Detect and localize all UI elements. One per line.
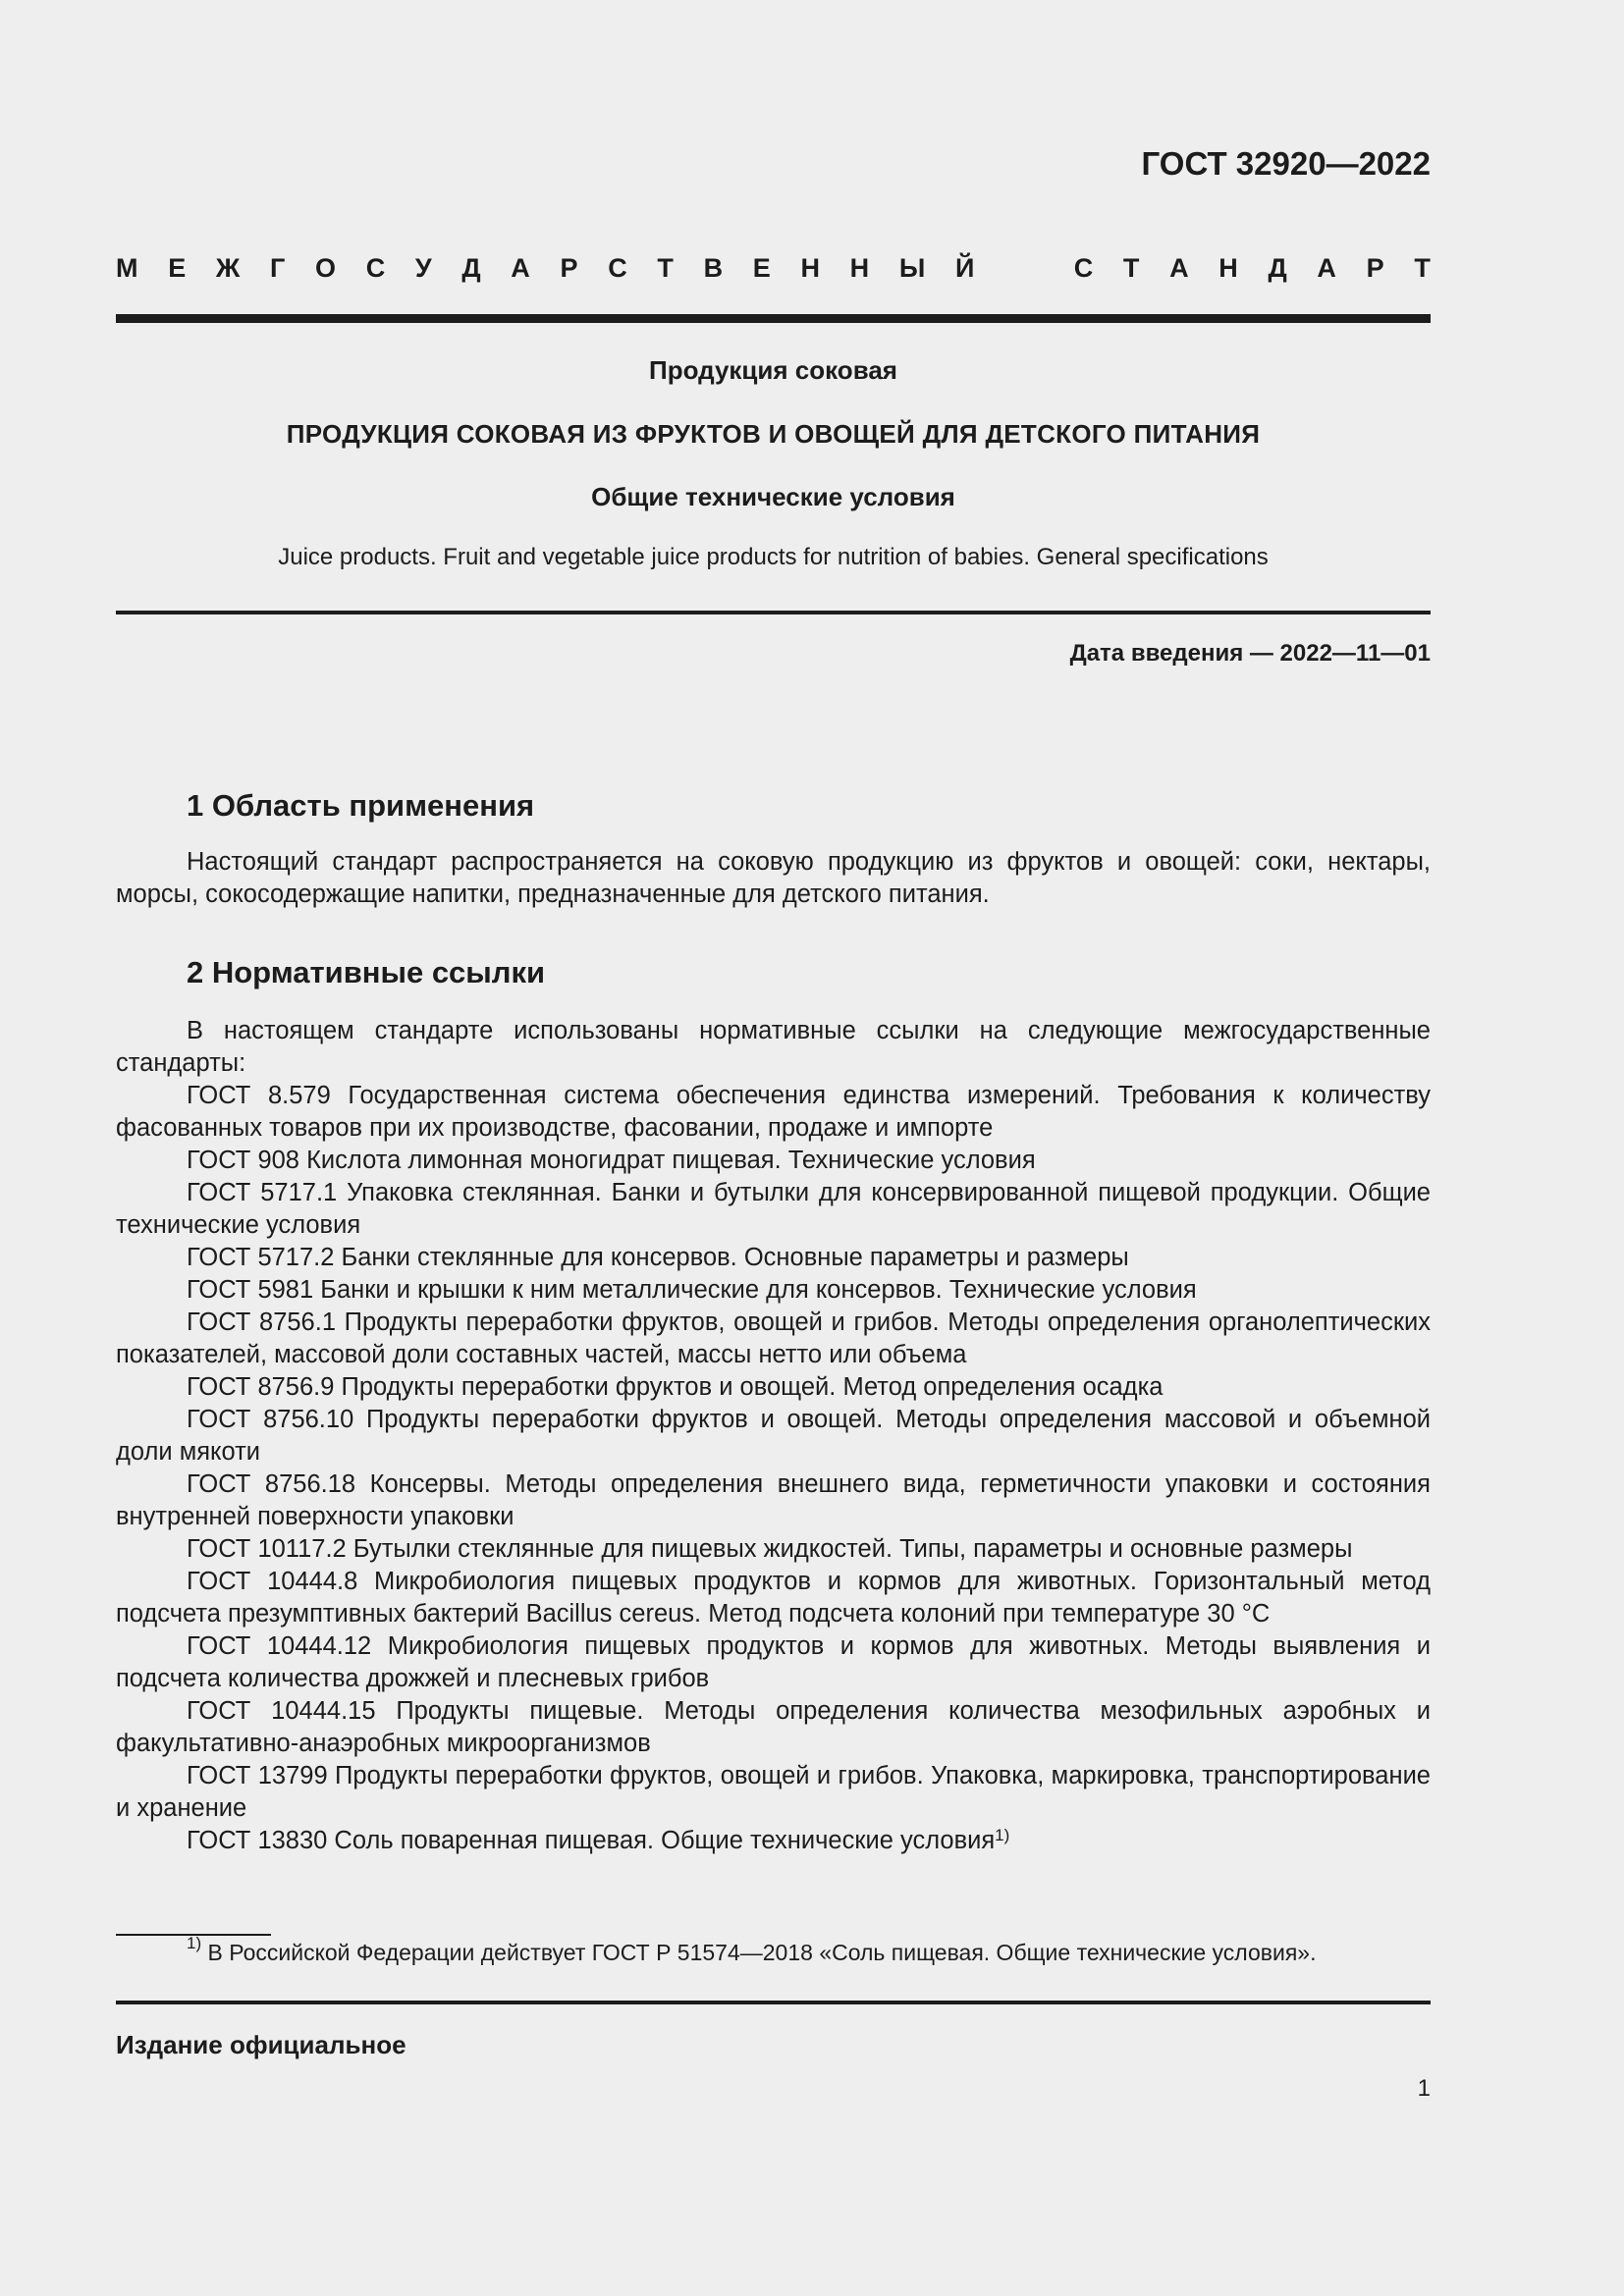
reference-text: ГОСТ 8756.10 Продукты переработки фруктов и овощей. Методы определения массовой и объемной доли мякоти (116, 1406, 1431, 1466)
section2-intro: В настоящем стандарте использованы нормативные ссылки на следующие межгосударственные стандарты: (116, 1017, 1431, 1077)
reference-item (116, 1404, 1431, 1468)
section1-body (116, 846, 1431, 911)
reference-item (116, 1630, 1431, 1695)
footnote-mark: 1) (187, 1934, 202, 1952)
banner-letter: Г (269, 253, 286, 283)
document-page (116, 0, 1431, 2296)
reference-item (116, 1145, 1431, 1177)
reference-text: ГОСТ 8.579 Государственная система обеспечения единства измерений. Требования к количеству фасованных товаров при их производстве, фасовании, продаже и импорте (116, 1082, 1431, 1142)
intro-date: Дата введения — 2022—11—01 (1069, 640, 1431, 667)
reference-item (116, 1371, 1431, 1404)
banner-letter: Н (800, 253, 820, 283)
reference-item (116, 1274, 1431, 1307)
reference-text: ГОСТ 5981 Банки и крышки к ним металлические для консервов. Технические условия (187, 1276, 1197, 1304)
banner-letter: Н (1218, 253, 1238, 283)
interstate-standard-banner (116, 253, 1431, 284)
reference-item (116, 1242, 1431, 1274)
reference-text: ГОСТ 5717.2 Банки стеклянные для консервов. Основные параметры и размеры (187, 1244, 1129, 1271)
reference-text: ГОСТ 8756.9 Продукты переработки фруктов и овощей. Метод определения осадка (187, 1373, 1164, 1401)
banner-letter: Д (1268, 253, 1287, 283)
reference-list (116, 1080, 1431, 1857)
banner-letter: В (703, 253, 724, 283)
reference-footnote-mark: 1) (995, 1826, 1010, 1844)
banner-letter: Т (657, 253, 674, 283)
banner-letter: Т (1122, 253, 1140, 283)
title-group: Продукция соковая (649, 355, 897, 385)
title-main: ПРОДУКЦИЯ СОКОВАЯ ИЗ ФРУКТОВ И ОВОЩЕЙ ДЛЯ ДЕТСКОГО ПИТАНИЯ (286, 419, 1261, 449)
reference-item (116, 1760, 1431, 1825)
reference-text: ГОСТ 13799 Продукты переработки фруктов, овощей и грибов. Упаковка, маркировка, транспортирование и хранение (116, 1762, 1431, 1822)
edition-label: Издание официальное (116, 2030, 406, 2059)
reference-item (116, 1468, 1431, 1533)
doc-number: ГОСТ 32920—2022 (1141, 145, 1431, 182)
footnote (187, 1934, 1317, 1966)
bottom-rule (116, 2001, 1431, 2004)
reference-item (116, 1566, 1431, 1630)
reference-text: ГОСТ 13830 Соль поваренная пищевая. Общие технические условия (187, 1827, 996, 1854)
banner-letter: А (1169, 253, 1189, 283)
reference-text: ГОСТ 8756.18 Консервы. Методы определения внешнего вида, герметичности упаковки и состояния внутренней поверхности упаковки (116, 1470, 1431, 1530)
reference-text: ГОСТ 10117.2 Бутылки стеклянные для пищевых жидкостей. Типы, параметры и основные размеры (187, 1535, 1353, 1563)
banner-letter: Р (1366, 253, 1384, 283)
banner-letter: Т (1414, 253, 1431, 283)
header-thick-rule (116, 314, 1431, 323)
reference-item (116, 1533, 1431, 1566)
section1-text: Настоящий стандарт распространяется на соковую продукцию из фруктов и овощей: соки, нектары, морсы, сокосодержащие напитки, предназначенные для детского питания. (116, 848, 1431, 908)
banner-letter: С (608, 253, 627, 283)
title-english: Juice products. Fruit and vegetable juice products for nutrition of babies. General specifications (278, 544, 1269, 570)
banner-letter: А (511, 253, 530, 283)
banner-letter: У (414, 253, 432, 283)
banner-letter: Д (461, 253, 481, 283)
banner-letter: С (365, 253, 386, 283)
reference-text: ГОСТ 5717.1 Упаковка стеклянная. Банки и бутылки для консервированной пищевой продукции. Общие технические условия (116, 1179, 1431, 1239)
title-sub: Общие технические условия (591, 482, 955, 511)
reference-item (116, 1825, 1431, 1857)
reference-text: ГОСТ 8756.1 Продукты переработки фруктов, овощей и грибов. Методы определения органолептических показателей, массовой доли составных частей, массы нетто или объема (116, 1308, 1431, 1368)
banner-letter: Р (560, 253, 578, 283)
banner-letter: Ы (898, 253, 926, 283)
reference-text: ГОСТ 10444.15 Продукты пищевые. Методы определения количества мезофильных аэробных и факультативно-анаэробных микроорганизмов (116, 1697, 1431, 1757)
reference-item (116, 1080, 1431, 1145)
banner-letter: Е (752, 253, 771, 283)
title-rule (116, 611, 1431, 614)
reference-text: ГОСТ 10444.8 Микробиология пищевых продуктов и кормов для животных. Горизонтальный метод подсчета презумптивных бактерий Bacillus cereus. Метод подсчета колоний при температуре 30 °С (116, 1568, 1431, 1628)
banner-letter: О (314, 253, 336, 283)
banner-gap (1004, 253, 1044, 284)
page-number: 1 (1417, 2075, 1431, 2102)
section1-heading: 1 Область применения (187, 788, 535, 823)
reference-text: ГОСТ 908 Кислота лимонная моногидрат пищевая. Технические условия (187, 1147, 1036, 1174)
reference-item (116, 1307, 1431, 1371)
banner-letter: Ж (215, 253, 241, 283)
reference-item (116, 1695, 1431, 1760)
banner-letter: Й (954, 253, 975, 283)
banner-letter: Н (849, 253, 870, 283)
footnote-text: В Российской Федерации действует ГОСТ Р 51574—2018 «Соль пищевая. Общие технические условия». (201, 1940, 1317, 1965)
banner-letter: Е (168, 253, 187, 283)
banner-letter: С (1073, 253, 1094, 283)
reference-text: ГОСТ 10444.12 Микробиология пищевых продуктов и кормов для животных. Методы выявления и подсчета количества дрожжей и плесневых грибов (116, 1632, 1431, 1692)
section2-heading: 2 Нормативные ссылки (187, 955, 546, 989)
banner-letter: М (116, 253, 138, 283)
banner-letter: А (1317, 253, 1336, 283)
reference-item (116, 1177, 1431, 1242)
section2-body (116, 1015, 1431, 1857)
